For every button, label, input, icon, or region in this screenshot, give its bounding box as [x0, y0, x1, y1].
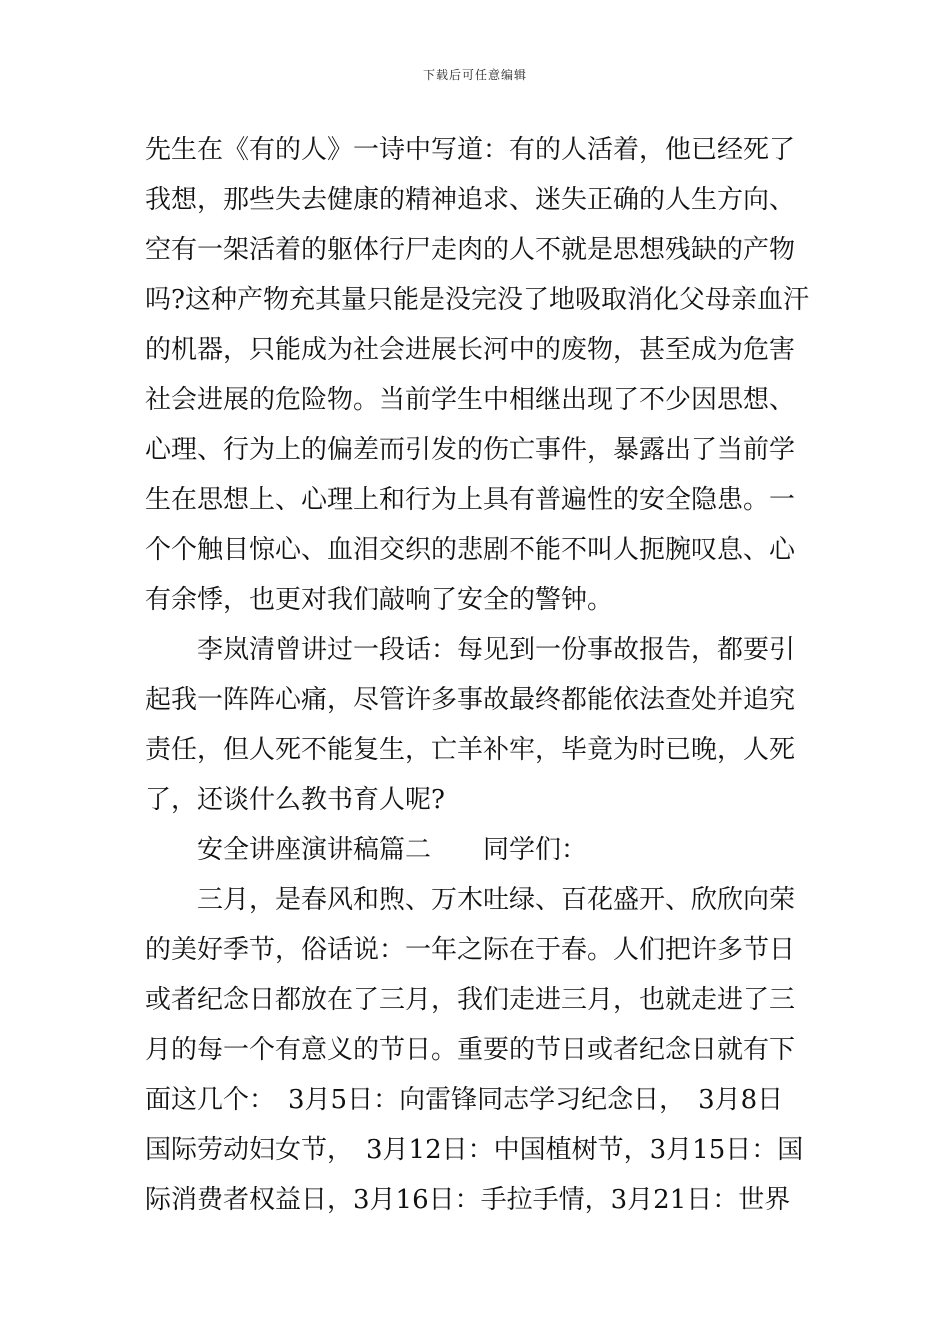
text-line: 国际劳动妇女节， 3月12日：中国植树节，3月15日：国 — [145, 1135, 804, 1165]
text-line: 了，还谈什么教书育人呢? — [145, 785, 445, 815]
page-header: 下载后可任意编辑 — [422, 68, 527, 82]
text-line: 起我一阵阵心痛，尽管许多事故最终都能依法查处并追究 — [145, 685, 796, 715]
text-line: 际消费者权益日，3月16日：手拉手情，3月21日：世界 — [145, 1185, 791, 1215]
text-line: 的机器，只能成为社会进展长河中的废物，甚至成为危害 — [145, 335, 796, 365]
text-line: 三月，是春风和煦、万木吐绿、百花盛开、欣欣向荣 — [145, 885, 796, 915]
text-line: 个个触目惊心、血泪交织的悲剧不能不叫人扼腕叹息、心 — [145, 535, 796, 565]
text-line: 安全讲座演讲稿篇二 同学们： — [145, 835, 588, 865]
text-line: 或者纪念日都放在了三月，我们走进三月，也就走进了三 — [145, 985, 796, 1015]
text-line: 月的每一个有意义的节日。重要的节日或者纪念日就有下 — [145, 1035, 796, 1065]
text-line: 吗?这种产物充其量只能是没完没了地吸取消化父母亲血汗 — [145, 285, 809, 315]
text-line: 李岚清曾讲过一段话：每见到一份事故报告，都要引 — [145, 635, 796, 665]
text-line: 的美好季节，俗话说：一年之际在于春。人们把许多节日 — [145, 935, 796, 965]
text-line: 生在思想上、心理上和行为上具有普遍性的安全隐患。一 — [145, 485, 796, 515]
text-line: 面这几个： 3月5日：向雷锋同志学习纪念日， 3月8日 — [145, 1085, 784, 1115]
text-line: 心理、行为上的偏差而引发的伤亡事件，暴露出了当前学 — [145, 435, 796, 465]
text-line: 我想，那些失去健康的精神追求、迷失正确的人生方向、 — [145, 185, 796, 215]
text-line: 社会进展的危险物。当前学生中相继出现了不少因思想、 — [145, 385, 796, 415]
text-line: 先生在《有的人》一诗中写道：有的人活着，他已经死了 — [145, 135, 796, 165]
text-line: 有余悸，也更对我们敲响了安全的警钟。 — [145, 585, 614, 615]
text-line: 空有一架活着的躯体行尸走肉的人不就是思想残缺的产物 — [145, 235, 796, 265]
text-line: 责任，但人死不能复生，亡羊补牢，毕竟为时已晚，人死 — [145, 735, 796, 765]
